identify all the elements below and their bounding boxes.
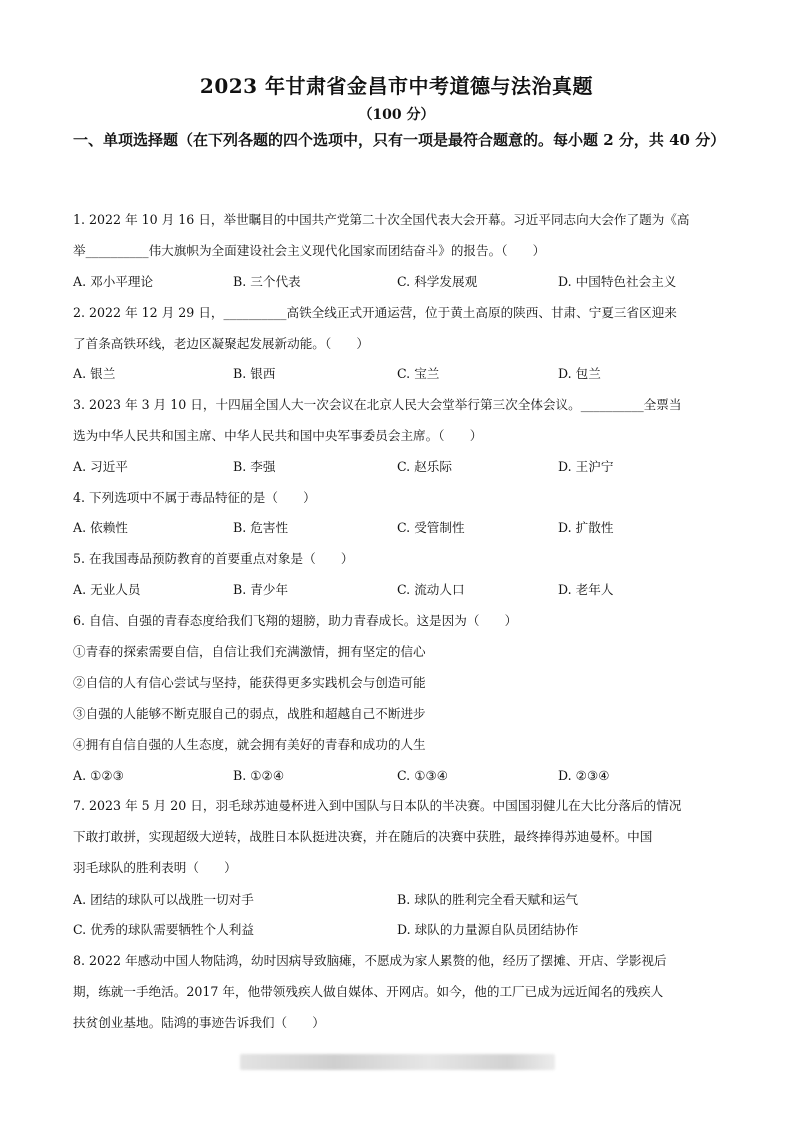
question-1-option-b[interactable]: B. 三个代表 [233, 274, 301, 289]
question-6-statement-2: ②自信的人有信心尝试与坚持，能获得更多实践机会与创造可能 [73, 675, 426, 690]
question-6-option-c[interactable]: C. ①③④ [397, 768, 449, 783]
question-4-line-1: 4. 下列选项中不属于毒品特征的是（ ） [73, 490, 316, 505]
question-5-option-c[interactable]: C. 流动人口 [397, 582, 465, 597]
blurred-watermark [240, 1054, 555, 1070]
question-1-line-1: 1. 2022 年 10 月 16 日，举世瞩目的中国共产党第二十次全国代表大会开幕。习近平同志向大会作了题为《高 [73, 212, 690, 227]
exam-title: 2023 年甘肃省金昌市中考道德与法治真题 [199, 74, 594, 98]
question-8-line-3: 扶贫创业基地。陆鸿的事迹告诉我们（ ） [73, 1015, 325, 1030]
question-2-option-b[interactable]: B. 银西 [233, 366, 276, 381]
question-4-option-b[interactable]: B. 危害性 [233, 520, 289, 535]
question-7-option-b[interactable]: B. 球队的胜利完全看天赋和运气 [397, 892, 578, 907]
question-2-option-a[interactable]: A. 银兰 [73, 366, 116, 381]
question-1-option-d[interactable]: D. 中国特色社会主义 [558, 274, 677, 289]
question-3-option-a[interactable]: A. 习近平 [73, 459, 128, 474]
question-8-line-2: 期，练就一手绝活。2017 年，他带领残疾人做自媒体、开网店。如今，他的工厂已成为远近闻名的残疾人 [73, 984, 664, 999]
question-4-option-c[interactable]: C. 受管制性 [397, 520, 465, 535]
question-4-option-d[interactable]: D. 扩散性 [558, 520, 614, 535]
question-7-option-a[interactable]: A. 团结的球队可以战胜一切对手 [73, 892, 254, 907]
question-3-option-c[interactable]: C. 赵乐际 [397, 459, 452, 474]
exam-total-score: （100 分） [358, 107, 435, 123]
question-5-option-a[interactable]: A. 无业人员 [73, 582, 141, 597]
question-7-line-1: 7. 2023 年 5 月 20 日，羽毛球苏迪曼杯进入到中国队与日本队的半决赛。中国国羽健儿在大比分落后的情况 [73, 798, 682, 813]
question-7-line-3: 羽毛球队的胜利表明（ ） [73, 860, 237, 875]
question-5-option-d[interactable]: D. 老年人 [558, 582, 614, 597]
question-6-statement-4: ④拥有自信自强的人生态度，就会拥有美好的青春和成功的人生 [73, 737, 426, 752]
question-5-option-b[interactable]: B. 青少年 [233, 582, 289, 597]
question-7-line-2: 下敢打敢拼，实现超级大逆转，战胜日本队挺进决赛，并在随后的决赛中获胜，最终捧得苏迪曼杯。中国 [73, 829, 653, 844]
question-3-option-d[interactable]: D. 王沪宁 [558, 459, 614, 474]
question-6-statement-3: ③自强的人能够不断克服自己的弱点，战胜和超越自己不断进步 [73, 706, 426, 721]
question-6-option-a[interactable]: A. ①②③ [73, 768, 124, 783]
question-3-line-2: 选为中华人民共和国主席、中华人民共和国中央军事委员会主席。（ ） [73, 428, 483, 443]
question-1-line-2: 举__________伟大旗帜为全面建设社会主义现代化国家而团结奋斗》的报告。（ ） [73, 243, 546, 258]
question-4-option-a[interactable]: A. 依赖性 [73, 520, 128, 535]
question-2-line-2: 了首条高铁环线，老边区凝聚起发展新动能。（ ） [73, 336, 369, 351]
question-2-option-c[interactable]: C. 宝兰 [397, 366, 440, 381]
question-2-line-1: 2. 2022 年 12 月 29 日，__________高铁全线正式开通运营，位于黄土高原的陕西、甘肃、宁夏三省区迎来 [73, 305, 677, 320]
question-3-option-b[interactable]: B. 李强 [233, 459, 276, 474]
question-7-option-d[interactable]: D. 球队的力量源自队员团结协作 [397, 922, 579, 937]
question-3-line-1: 3. 2023 年 3 月 10 日，十四届全国人大一次会议在北京人民大会堂举行第三次全体会议。__________全票当 [73, 397, 682, 412]
question-1-option-c[interactable]: C. 科学发展观 [397, 274, 478, 289]
question-6-line-1: 6. 自信、自强的青春态度给我们飞翔的翅膀，助力青春成长。这是因为（ ） [73, 613, 518, 628]
question-6-option-d[interactable]: D. ②③④ [558, 768, 610, 783]
question-7-option-c[interactable]: C. 优秀的球队需要牺牲个人利益 [73, 922, 254, 937]
question-5-line-1: 5. 在我国毒品预防教育的首要重点对象是（ ） [73, 551, 354, 566]
question-2-option-d[interactable]: D. 包兰 [558, 366, 601, 381]
question-8-line-1: 8. 2022 年感动中国人物陆鸿，幼时因病导致脑瘫，不愿成为家人累赘的他，经历了摆摊、开店、学影视后 [73, 953, 667, 968]
section-heading: 一、单项选择题（在下列各题的四个选项中，只有一项是最符合题意的。每小题 2 分，共 40 分） [73, 131, 726, 149]
question-1-option-a[interactable]: A. 邓小平理论 [73, 274, 154, 289]
question-6-option-b[interactable]: B. ①②④ [233, 768, 285, 783]
question-6-statement-1: ①青春的探索需要自信，自信让我们充满激情，拥有坚定的信心 [73, 644, 426, 659]
